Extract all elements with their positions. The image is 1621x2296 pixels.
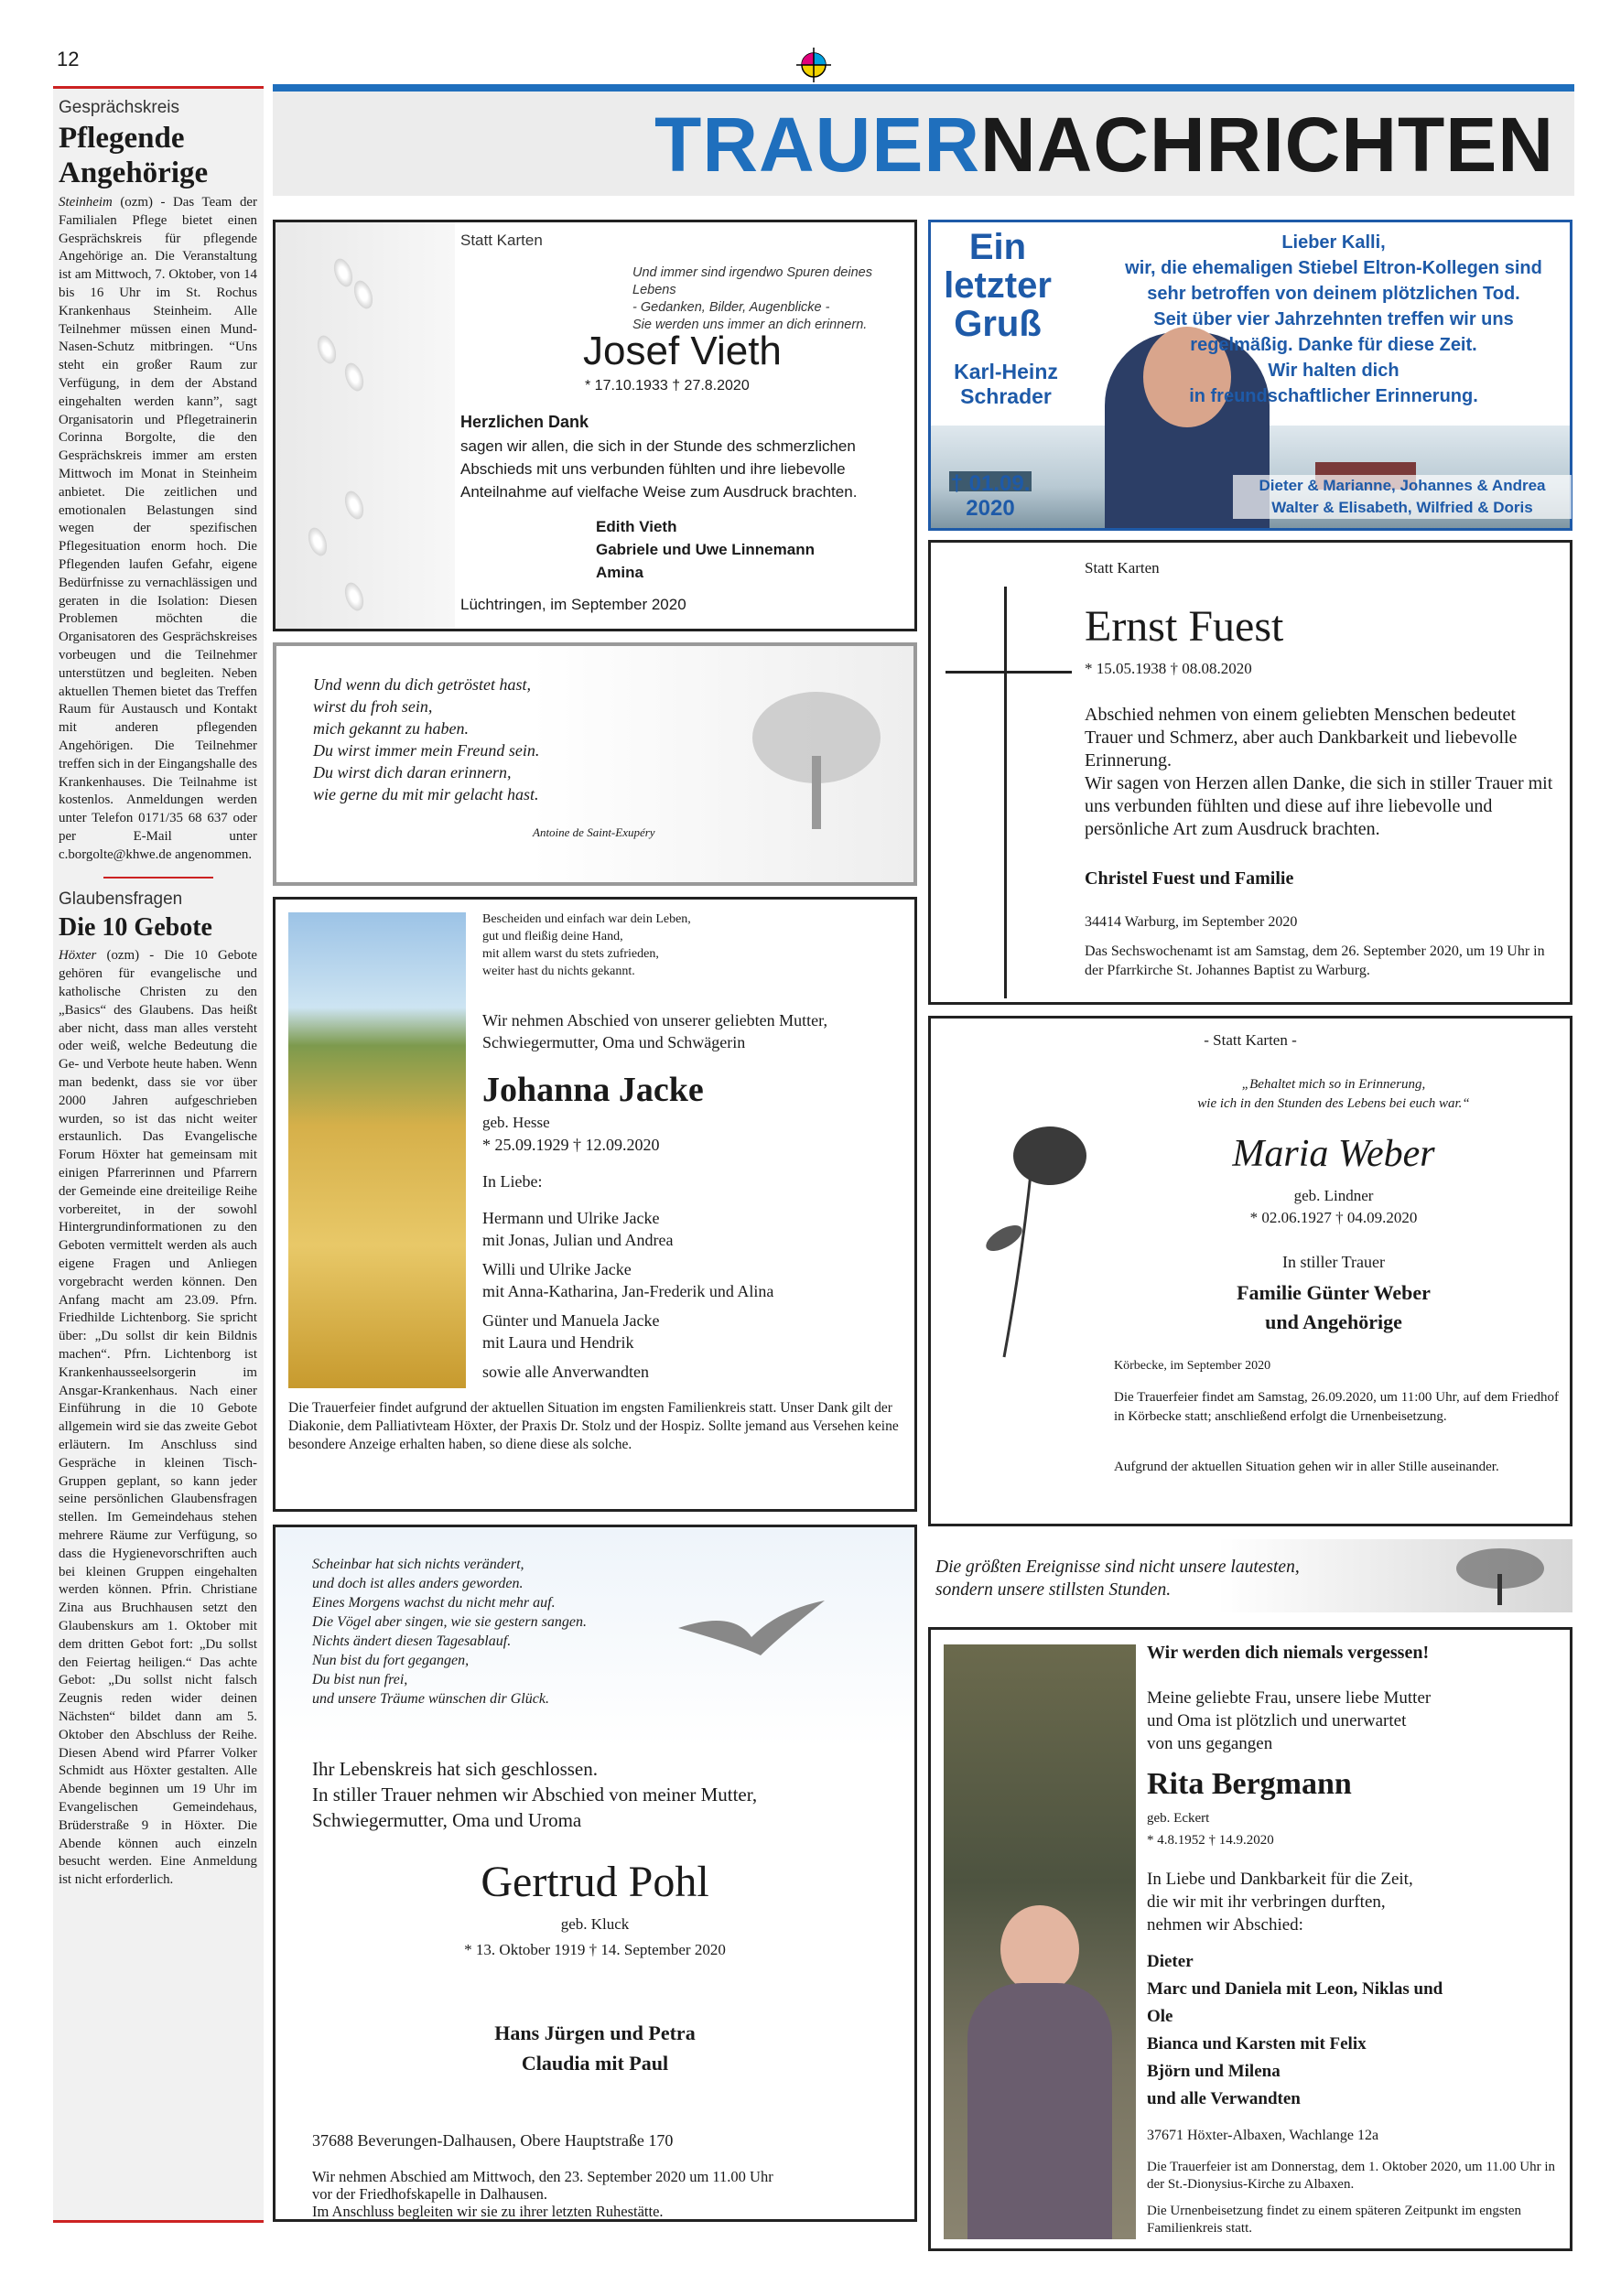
- thanks-heading: Herzlichen Dank: [460, 413, 589, 431]
- portrait-photo: [944, 1644, 1136, 2239]
- cross-icon: [1004, 587, 1007, 998]
- text: Abschied nehmen von einem geliebten Menschen bedeutet Trauer und Schmerz, aber auch Dankbarkeit und liebevolle Erinnerung. Wir sagen von Herzen allen Danke, die sich in stiller Trauer mit uns verbunden fühlten und diese auf ihre liebevolle und persönliche Art zum Ausdruck brachten.: [1085, 705, 1553, 839]
- poem-author: Antoine de Saint-Exupéry: [533, 825, 655, 839]
- mourning: In stiller Trauer: [1282, 1253, 1385, 1271]
- birth-name: geb. Eckert: [1147, 1811, 1210, 1826]
- deceased-name: Josef Vieth: [583, 329, 782, 373]
- intro: Meine geliebte Frau, unsere liebe Mutter und Oma ist plötzlich und unerwartet von uns gegangen: [1147, 1688, 1432, 1753]
- family-names: Edith Vieth Gabriele und Uwe Linnemann Amina: [596, 518, 815, 581]
- quote: Scheinbar hat sich nichts verändert, und doch ist alles anders geworden. Eines Morgens wachst du nicht mehr auf. Die Vögel aber singen, wie sie gestern sangen. Nichts ändert diesen Tagesablauf. Nun bist du fort gegangen, Du bist nun frei, und unsere Träume wünschen dir Glück.: [312, 1557, 587, 1707]
- sidebar-column: [53, 86, 264, 2223]
- quote: „Behaltet mich so in Erinnerung, wie ich in den Stunden des Lebens bei euch war.“: [1197, 1077, 1470, 1111]
- obituary-vieth: [273, 220, 917, 631]
- service-info: Die Trauerfeier ist am Donnerstag, dem 1. Oktober 2020, um 11.00 Uhr in der St.-Dionysius-Kirche zu Albaxen.: [1147, 2160, 1556, 2192]
- bird-icon: [678, 1601, 825, 1674]
- footprints-image: [276, 222, 455, 629]
- life-dates: * 25.09.1929 † 12.09.2020: [482, 1136, 660, 1154]
- birth-name: geb. Kluck: [560, 1915, 630, 1933]
- thanks-text: sagen wir allen, die sich in der Stunde des schmerzlichen Abschieds mit uns verbunden fühlten und ihre liebevolle Anteilnahme auf vielfache Weise zum Ausdruck brachten.: [460, 437, 858, 501]
- deceased-name: Ernst Fuest: [1085, 602, 1284, 651]
- service-info: Die Trauerfeier findet am Samstag, 26.09.2020, um 11:00 Uhr, auf dem Friedhof in Körbecke statt; anschließend erfolgt die Urnenbeisetzung.: [1114, 1390, 1559, 1424]
- article-headline: Die 10 Gebote: [59, 913, 212, 943]
- greeting-heading: Ein letzter Gruß: [944, 227, 1052, 344]
- life-dates: * 13. Oktober 1919 † 14. September 2020: [464, 1941, 726, 1958]
- article-body: Steinheim (ozm) - Das Team der Familialen Pflege bietet einen Gesprächskreis für pflegende Angehörige an. Die Veranstaltung ist am Mittwoch, 7. Oktober, von 14 bis 16 Uhr im St. Rochus Krankenhaus Steinheim. Alle Teilnehmer müssen einen Mund-Nasen-Schutz mitbringen. “Uns steht ein großer Raum zur Verfügung, in dem der Abstand eingehalten werden kann”, sagt Organisatorin und Pflegetrainerin Corinna Borgolte, die den Gesprächskreis immer am ersten Mittwoch im Monat in Steinheim anbietet. Die zeitlichen und emotionalen Belastungen sind wegen der spezifischen Pflegesituation enorm hoch. Die Pflegenden laufen Gefahr, eigene Bedürfnisse zu vernachlässigen und geraten in die Isolation: Diesen Problemen möchten die Organisatoren des Gesprächskreises vorbeugen und die Teilnehmer unterstützen und begleiten. Neben aktuellen Themen bietet das Treffen Raum für Austausch und Kontakt mit anderen pflegenden Angehörigen. Die Teilnehmer treffen sich in der Eingangshalle des Krankenhauses. Die Teilnahme ist kostenlos. Anmeldungen werden unter Telefon 0171/35 68 637 oder per E-Mail unter c.borgolte@khwe.de angenommen.: [59, 195, 257, 862]
- family-names: Dieter Marc und Daniela mit Leon, Niklas und Ole Bianca und Karsten mit Felix Björn und Milena und alle Verwandten: [1147, 1952, 1443, 2108]
- death-date: † 01.09. 2020: [950, 471, 1031, 521]
- quote-banner: [928, 1539, 1572, 1612]
- obituary-fuest: [928, 540, 1572, 1005]
- place-date: Lüchtringen, im September 2020: [460, 596, 686, 613]
- service-note: Aufgrund der aktuellen Situation gehen wir in aller Stille auseinander.: [1114, 1460, 1499, 1474]
- banner-text: Die größten Ereignisse sind nicht unsere lautesten, sondern unsere stillsten Stunden.: [935, 1558, 1300, 1600]
- life-dates: * 02.06.1927 † 04.09.2020: [1249, 1209, 1418, 1226]
- burial-info: Die Urnenbeisetzung findet zu einem späteren Zeitpunkt im engsten Familienkreis statt.: [1147, 2204, 1522, 2236]
- article-kicker: Glaubensfragen: [59, 889, 183, 910]
- divider: [103, 877, 213, 879]
- poem-box: [273, 642, 917, 886]
- service-info: Wir nehmen Abschied am Mittwoch, den 23. September 2020 um 11.00 Uhr vor der Friedhofskapelle in Dalhausen. Im Anschluss begleiten wir sie zu ihrer letzten Ruhestätte.: [312, 2168, 773, 2220]
- greeting-schrader: [928, 220, 1572, 531]
- place-date: Körbecke, im September 2020: [1114, 1359, 1271, 1373]
- page-number: 12: [57, 48, 80, 70]
- heading: Wir werden dich niemals vergessen!: [1147, 1643, 1430, 1663]
- family-names: Christel Fuest und Familie: [1085, 868, 1294, 889]
- life-dates: * 15.05.1938 † 08.08.2020: [1085, 660, 1252, 677]
- life-dates: * 4.8.1952 † 14.9.2020: [1147, 1833, 1274, 1848]
- obituary-bergmann: [928, 1627, 1572, 2251]
- deceased-name: Rita Bergmann: [1147, 1767, 1352, 1801]
- family-names: Hans Jürgen und Petra Claudia mit Paul: [494, 2021, 696, 2075]
- wheat-photo: [288, 912, 466, 1388]
- footer-info: Die Trauerfeier findet aufgrund der aktuellen Situation im engsten Familienkreis statt. Unser Dank gilt der Diakonie, dem Palliativteam Höxter, der Praxis Dr. Stolz und der Hospiz. Sollte jemand aus Versehen keine besondere Anzeige erhalten haben, so diene diese als solche.: [288, 1400, 899, 1452]
- article-body: Höxter (ozm) - Die 10 Gebote gehören für evangelische und katholische Christen zu den „Basics“ des Glaubens. Das heißt aber nicht, dass man alles versteht oder weiß, welche Bedeutung die Ge- und Verbote heute haben. Wenn man bedenkt, dass sie vor über 2000 Jahren aufgeschrieben wurden, so ist das nicht weiter erstaunlich. Das Evangelische Forum Höxter hat gemeinsam mit einigen Pfarrerinnen und Pfarrern der Gemeinde eine dreiteilige Reihe vorbereitet, in der sowohl Hintergrundinformationen zu den Geboten vermittelt werden als auch eigene Fragen und Anliegen vorgebracht werden können. Den Anfang macht am 23.09. Pfrn. Friedhilde Lichtenborg. Sie spricht über: „Du sollst dir kein Bildnis machen“. Pfrn. Lichtenborg ist Krankenhausseelsorgerin im Ansgar-Krankenhaus. Nach einer Einführung in die 10 Gebote allgemein wird sie das zweite Gebot erläutern. Im Anschluss sind Gespräche in kleinen Tisch-Gruppen geplant, so kann jeder seine persönlichen Glaubensfragen stellen. Im Gemeindehaus stehen mehrere Räume zur Verfügung, so dass die Hygienevorschriften auch bei kleinen Gruppen eingehalten werden können. Pfrin. Christiane Zina aus Bruchhausen setzt den Glaubenskurs am 1. Oktober mit dem dritten Gebot fort: „Du sollst den Feiertag heiligen.“ Das achte Gebot: „Du sollst nicht falsch Zeugnis reden wider deinen Nächsten“ bildet dann am 5. Oktober den Abschluss der Reihe. Diesen Abend wird Pfarrer Volker Schmidt aus Höxter gestalten. Alle Abende beginnen um 19 Uhr im Evangelischen Gemeindehaus, Brüderstraße 9 in Höxter. Die Abende können auch einzeln besucht werden. Eine Anmeldung ist nicht erforderlich.: [59, 948, 257, 1888]
- place-date: 34414 Warburg, im September 2020: [1085, 914, 1298, 930]
- obituary-jacke: [273, 897, 917, 1512]
- masthead: [273, 92, 1574, 196]
- quote: Bescheiden und einfach war dein Leben, gut und fleißig deine Hand, mit allem warst du stets zufrieden, weiter hast du nichts gekannt.: [482, 912, 691, 978]
- address: 37688 Beverungen-Dalhausen, Obere Hauptstraße 170: [312, 2131, 674, 2150]
- registration-mark-icon: [796, 48, 831, 82]
- birth-name: geb. Lindner: [1293, 1187, 1374, 1204]
- deceased-name: Johanna Jacke: [482, 1071, 704, 1109]
- greeting-text: Lieber Kalli, wir, die ehemaligen Stiebel Eltron-Kollegen sind sehr betroffen von deinem plötzlichen Tod. Seit über vier Jahrzehnten treffen wir uns regelmäßig. Danke für diese Zeit. Wir halten dich in freundschaftlicher Erinnerung.: [1125, 232, 1542, 406]
- thanks: In Liebe und Dankbarkeit für die Zeit, die wir mit ihr verbringen durften, nehmen wir Abschied:: [1147, 1870, 1413, 1935]
- statt-karten: Statt Karten: [1085, 559, 1160, 577]
- tree-icon: [1441, 1543, 1560, 1609]
- rose-icon: [967, 1110, 1105, 1366]
- in-love: In Liebe:: [482, 1172, 543, 1191]
- address: 37671 Höxter-Albaxen, Wachlange 12a: [1147, 2128, 1379, 2143]
- family-names: Hermann und Ulrike Jacke mit Jonas, Julian und Andrea Willi und Ulrike Jacke mit Anna-Katharina, Jan-Frederik und Alina Günter und Manuela Jacke mit Laura und Hendrik sowie alle Anverwandten: [482, 1209, 774, 1381]
- deceased-name: Maria Weber: [1232, 1133, 1435, 1175]
- poem-text: Und wenn du dich getröstet hast, wirst du froh sein, mich gekannt zu haben. Du wirst immer mein Freund sein. Du wirst dich daran erinnern, wie gerne du mit mir gelacht hast.: [313, 675, 540, 803]
- birth-name: geb. Hesse: [482, 1114, 550, 1131]
- masthead-bar: [273, 84, 1574, 92]
- family-names: Familie Günter Weber und Angehörige: [1237, 1281, 1431, 1333]
- article-kicker: Gesprächskreis: [59, 98, 179, 117]
- life-dates: * 17.10.1933 † 27.8.2020: [585, 378, 750, 393]
- deceased-name: Gertrud Pohl: [481, 1858, 709, 1906]
- intro: Ihr Lebenskreis hat sich geschlossen. In stiller Trauer nehmen wir Abschied von meiner Mutter, Schwiegermutter, Oma und Uroma: [312, 1758, 758, 1831]
- statt-karten: - Statt Karten -: [1204, 1031, 1297, 1049]
- obituary-pohl: [273, 1525, 917, 2222]
- service-info: Das Sechswochenamt ist am Samstag, dem 26. September 2020, um 19 Uhr in der Pfarrkirche St. Johannes Baptist zu Warburg.: [1085, 943, 1545, 978]
- article-headline: Pflegende Angehörige: [59, 122, 209, 189]
- page-title: TRAUERNACHRICHTEN: [654, 102, 1554, 188]
- person-name: Karl-Heinz Schrader: [954, 360, 1058, 408]
- statt-karten: Statt Karten: [460, 232, 543, 249]
- intro: Wir nehmen Abschied von unserer geliebten Mutter, Schwiegermutter, Oma und Schwägerin: [482, 1011, 827, 1051]
- quote: Und immer sind irgendwo Spuren deines Lebens - Gedanken, Bilder, Augenblicke - Sie werden uns immer an dich erinnern.: [632, 265, 872, 332]
- obituary-weber: [928, 1016, 1572, 1526]
- tree-icon: [734, 674, 899, 838]
- signatures: Dieter & Marianne, Johannes & Andrea Walter & Elisabeth, Wilfried & Doris: [1233, 475, 1572, 519]
